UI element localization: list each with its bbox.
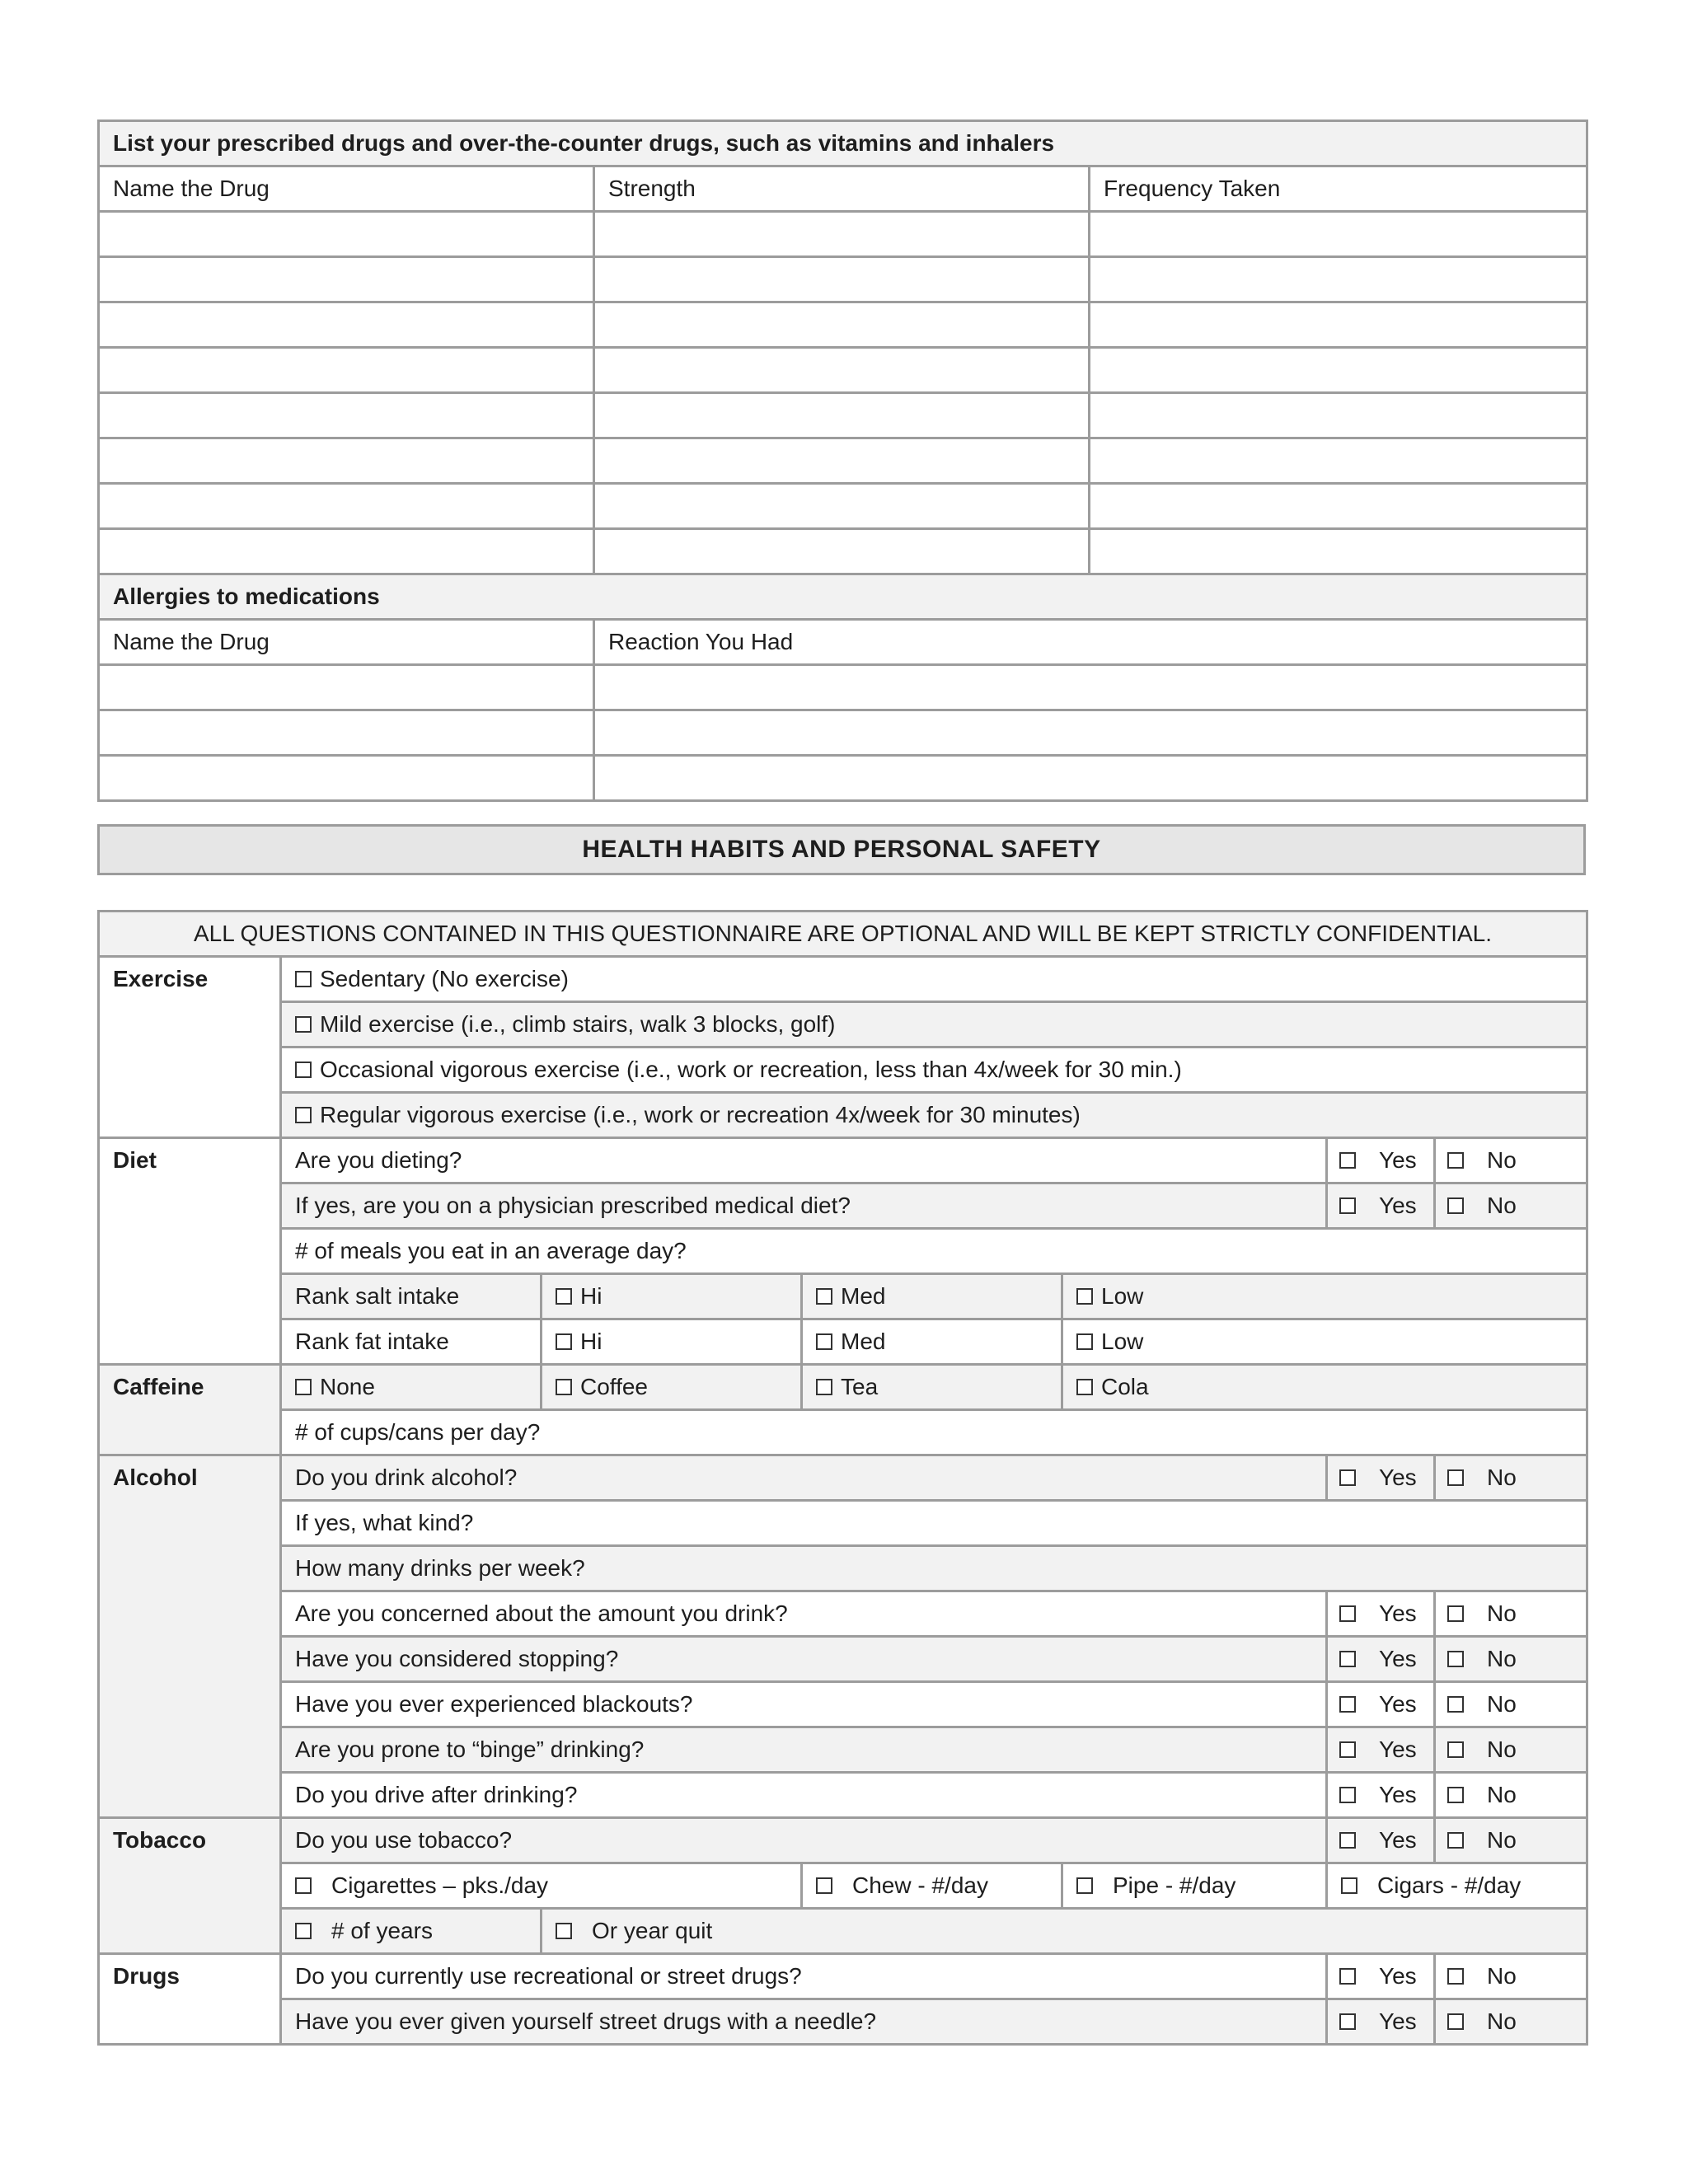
- drug-name-cell[interactable]: [99, 302, 594, 348]
- salt-intake-label: Rank salt intake: [281, 1274, 542, 1319]
- exercise-option-sedentary[interactable]: Sedentary (No exercise): [281, 957, 1587, 1002]
- health-habits-table: [97, 910, 1588, 2046]
- frequency-cell[interactable]: [1090, 348, 1587, 393]
- question-meals-per-day[interactable]: # of meals you eat in an average day?: [281, 1229, 1587, 1274]
- medication-entry-row: [99, 529, 1587, 574]
- checkbox[interactable]: [1339, 1197, 1356, 1214]
- medication-entry-row: [99, 438, 1587, 484]
- question-dieting: Are you dieting?: [281, 1138, 1327, 1183]
- checkbox[interactable]: [295, 1016, 312, 1033]
- tobacco-pipe-option[interactable]: Pipe - #/day: [1062, 1863, 1327, 1909]
- frequency-cell[interactable]: [1090, 529, 1587, 574]
- no-option[interactable]: No: [1435, 1818, 1587, 1863]
- checkbox[interactable]: [1447, 1741, 1464, 1758]
- strength-cell[interactable]: [594, 484, 1090, 529]
- checkbox[interactable]: [1447, 1832, 1464, 1849]
- no-option[interactable]: No: [1435, 1727, 1587, 1773]
- question-cups-per-day[interactable]: # of cups/cans per day?: [281, 1410, 1587, 1455]
- frequency-cell[interactable]: [1090, 212, 1587, 257]
- confidentiality-notice: ALL QUESTIONS CONTAINED IN THIS QUESTIONNAIRE ARE OPTIONAL AND WILL BE KEPT STRICTLY CONFIDENTIAL.: [99, 912, 1587, 957]
- strength-cell[interactable]: [594, 438, 1090, 484]
- drug-name-cell[interactable]: [99, 393, 594, 438]
- no-option[interactable]: No: [1435, 1591, 1587, 1637]
- no-option[interactable]: No: [1435, 1455, 1587, 1501]
- caffeine-tea-option[interactable]: Tea: [802, 1365, 1062, 1410]
- checkbox[interactable]: [1339, 1741, 1356, 1758]
- column-header-reaction: Reaction You Had: [594, 620, 1587, 665]
- checkbox[interactable]: [1339, 2013, 1356, 2030]
- question-recreational-drugs: Do you currently use recreational or street drugs?: [281, 1954, 1327, 1999]
- yes-option[interactable]: Yes: [1327, 1682, 1435, 1727]
- medications-header: List your prescribed drugs and over-the-counter drugs, such as vitamins and inhalers: [99, 121, 1587, 166]
- yes-option[interactable]: Yes: [1327, 1727, 1435, 1773]
- allergy-entry-row: [99, 665, 1587, 710]
- frequency-cell[interactable]: [1090, 484, 1587, 529]
- checkbox[interactable]: [1447, 1469, 1464, 1486]
- medication-entry-row: [99, 348, 1587, 393]
- tobacco-cigarettes-option[interactable]: Cigarettes – pks./day: [281, 1863, 802, 1909]
- medication-entry-row: [99, 302, 1587, 348]
- checkbox[interactable]: [1447, 1787, 1464, 1803]
- checkbox[interactable]: [556, 1333, 572, 1350]
- drug-name-cell[interactable]: [99, 438, 594, 484]
- medication-entry-row: [99, 484, 1587, 529]
- checkbox[interactable]: [1339, 1696, 1356, 1713]
- caffeine-cola-option[interactable]: Cola: [1062, 1365, 1587, 1410]
- frequency-cell[interactable]: [1090, 302, 1587, 348]
- column-header-drug-name: Name the Drug: [99, 166, 594, 212]
- frequency-cell[interactable]: [1090, 393, 1587, 438]
- question-blackouts: Have you ever experienced blackouts?: [281, 1682, 1327, 1727]
- checkbox[interactable]: [1447, 1968, 1464, 1985]
- column-header-strength: Strength: [594, 166, 1090, 212]
- no-option[interactable]: No: [1435, 1637, 1587, 1682]
- reaction-cell[interactable]: [594, 756, 1587, 801]
- caffeine-none-option[interactable]: None: [281, 1365, 542, 1410]
- yes-option[interactable]: Yes: [1327, 1455, 1435, 1501]
- checkbox[interactable]: [1339, 1968, 1356, 1985]
- checkbox[interactable]: [1447, 1696, 1464, 1713]
- allergy-entry-row: [99, 710, 1587, 756]
- medication-entry-row: [99, 393, 1587, 438]
- question-considered-stopping: Have you considered stopping?: [281, 1637, 1327, 1682]
- question-concerned-amount: Are you concerned about the amount you drink?: [281, 1591, 1327, 1637]
- fat-intake-label: Rank fat intake: [281, 1319, 542, 1365]
- checkbox[interactable]: [1339, 1651, 1356, 1667]
- category-tobacco: Tobacco: [99, 1818, 281, 1954]
- question-binge-drinking: Are you prone to “binge” drinking?: [281, 1727, 1327, 1773]
- checkbox[interactable]: [1339, 1787, 1356, 1803]
- yes-option[interactable]: Yes: [1327, 1637, 1435, 1682]
- question-needle-drugs: Have you ever given yourself street drugs with a needle?: [281, 1999, 1327, 2045]
- yes-option[interactable]: Yes: [1327, 1183, 1435, 1229]
- checkbox[interactable]: [816, 1877, 832, 1894]
- no-option[interactable]: No: [1435, 1138, 1587, 1183]
- fat-med-option[interactable]: Med: [802, 1319, 1062, 1365]
- checkbox[interactable]: [1339, 1832, 1356, 1849]
- allergy-drug-cell[interactable]: [99, 665, 594, 710]
- checkbox[interactable]: [1339, 1605, 1356, 1622]
- checkbox[interactable]: [556, 1379, 572, 1395]
- yes-option[interactable]: Yes: [1327, 1818, 1435, 1863]
- checkbox[interactable]: [1447, 1152, 1464, 1169]
- drug-name-cell[interactable]: [99, 529, 594, 574]
- exercise-option-occasional[interactable]: Occasional vigorous exercise (i.e., work or recreation, less than 4x/week for 30 min.): [281, 1047, 1587, 1093]
- frequency-cell[interactable]: [1090, 257, 1587, 302]
- frequency-cell[interactable]: [1090, 438, 1587, 484]
- salt-hi-option[interactable]: Hi: [542, 1274, 802, 1319]
- checkbox[interactable]: [556, 1288, 572, 1305]
- salt-low-option[interactable]: Low: [1062, 1274, 1587, 1319]
- medications-table: [97, 120, 1588, 802]
- question-drink-alcohol: Do you drink alcohol?: [281, 1455, 1327, 1501]
- yes-option[interactable]: Yes: [1327, 1954, 1435, 1999]
- tobacco-year-quit-option[interactable]: Or year quit: [542, 1909, 1587, 1954]
- question-use-tobacco: Do you use tobacco?: [281, 1818, 1327, 1863]
- no-option[interactable]: No: [1435, 1183, 1587, 1229]
- checkbox[interactable]: [816, 1333, 832, 1350]
- tobacco-chew-option[interactable]: Chew - #/day: [802, 1863, 1062, 1909]
- category-diet: Diet: [99, 1138, 281, 1365]
- no-option[interactable]: No: [1435, 1999, 1587, 2045]
- checkbox[interactable]: [1076, 1379, 1093, 1395]
- checkbox[interactable]: [1076, 1333, 1093, 1350]
- strength-cell[interactable]: [594, 257, 1090, 302]
- fat-low-option[interactable]: Low: [1062, 1319, 1587, 1365]
- checkbox[interactable]: [1076, 1877, 1093, 1894]
- no-option[interactable]: No: [1435, 1954, 1587, 1999]
- exercise-option-regular[interactable]: Regular vigorous exercise (i.e., work or recreation 4x/week for 30 minutes): [281, 1093, 1587, 1138]
- checkbox[interactable]: [295, 971, 312, 987]
- drug-name-cell[interactable]: [99, 257, 594, 302]
- section-title: HEALTH HABITS AND PERSONAL SAFETY: [97, 824, 1586, 875]
- checkbox[interactable]: [1447, 2013, 1464, 2030]
- drug-name-cell[interactable]: [99, 348, 594, 393]
- strength-cell[interactable]: [594, 393, 1090, 438]
- checkbox[interactable]: [556, 1923, 572, 1939]
- yes-option[interactable]: Yes: [1327, 1591, 1435, 1637]
- caffeine-coffee-option[interactable]: Coffee: [542, 1365, 802, 1410]
- allergy-drug-cell[interactable]: [99, 710, 594, 756]
- checkbox[interactable]: [1339, 1469, 1356, 1486]
- question-drinks-per-week[interactable]: How many drinks per week?: [281, 1546, 1587, 1591]
- yes-option[interactable]: Yes: [1327, 1138, 1435, 1183]
- salt-med-option[interactable]: Med: [802, 1274, 1062, 1319]
- reaction-cell[interactable]: [594, 665, 1587, 710]
- strength-cell[interactable]: [594, 348, 1090, 393]
- checkbox[interactable]: [1076, 1288, 1093, 1305]
- medication-entry-row: [99, 212, 1587, 257]
- reaction-cell[interactable]: [594, 710, 1587, 756]
- question-drive-after-drinking: Do you drive after drinking?: [281, 1773, 1327, 1818]
- strength-cell[interactable]: [594, 212, 1090, 257]
- yes-option[interactable]: Yes: [1327, 1773, 1435, 1818]
- allergy-entry-row: [99, 756, 1587, 801]
- category-exercise: Exercise: [99, 957, 281, 1138]
- checkbox[interactable]: [1447, 1651, 1464, 1667]
- category-caffeine: Caffeine: [99, 1365, 281, 1455]
- category-drugs: Drugs: [99, 1954, 281, 2045]
- allergies-header: Allergies to medications: [99, 574, 1587, 620]
- question-physician-diet: If yes, are you on a physician prescribed medical diet?: [281, 1183, 1327, 1229]
- fat-hi-option[interactable]: Hi: [542, 1319, 802, 1365]
- no-option[interactable]: No: [1435, 1682, 1587, 1727]
- yes-option[interactable]: Yes: [1327, 1999, 1435, 2045]
- drug-name-cell[interactable]: [99, 484, 594, 529]
- checkbox[interactable]: [816, 1288, 832, 1305]
- strength-cell[interactable]: [594, 302, 1090, 348]
- column-header-frequency: Frequency Taken: [1090, 166, 1587, 212]
- checkbox[interactable]: [1447, 1197, 1464, 1214]
- checkbox[interactable]: [816, 1379, 832, 1395]
- column-header-allergy-drug: Name the Drug: [99, 620, 594, 665]
- checkbox[interactable]: [1341, 1877, 1357, 1894]
- tobacco-years-option[interactable]: # of years: [281, 1909, 542, 1954]
- checkbox[interactable]: [1339, 1152, 1356, 1169]
- checkbox[interactable]: [1447, 1605, 1464, 1622]
- medication-entry-row: [99, 257, 1587, 302]
- tobacco-cigars-option[interactable]: Cigars - #/day: [1327, 1863, 1587, 1909]
- checkbox[interactable]: [295, 1923, 312, 1939]
- checkbox[interactable]: [295, 1062, 312, 1078]
- allergy-drug-cell[interactable]: [99, 756, 594, 801]
- exercise-option-mild[interactable]: Mild exercise (i.e., climb stairs, walk 3 blocks, golf): [281, 1002, 1587, 1047]
- checkbox[interactable]: [295, 1107, 312, 1123]
- checkbox[interactable]: [295, 1379, 312, 1395]
- drug-name-cell[interactable]: [99, 212, 594, 257]
- category-alcohol: Alcohol: [99, 1455, 281, 1818]
- checkbox[interactable]: [295, 1877, 312, 1894]
- question-alcohol-kind[interactable]: If yes, what kind?: [281, 1501, 1587, 1546]
- strength-cell[interactable]: [594, 529, 1090, 574]
- no-option[interactable]: No: [1435, 1773, 1587, 1818]
